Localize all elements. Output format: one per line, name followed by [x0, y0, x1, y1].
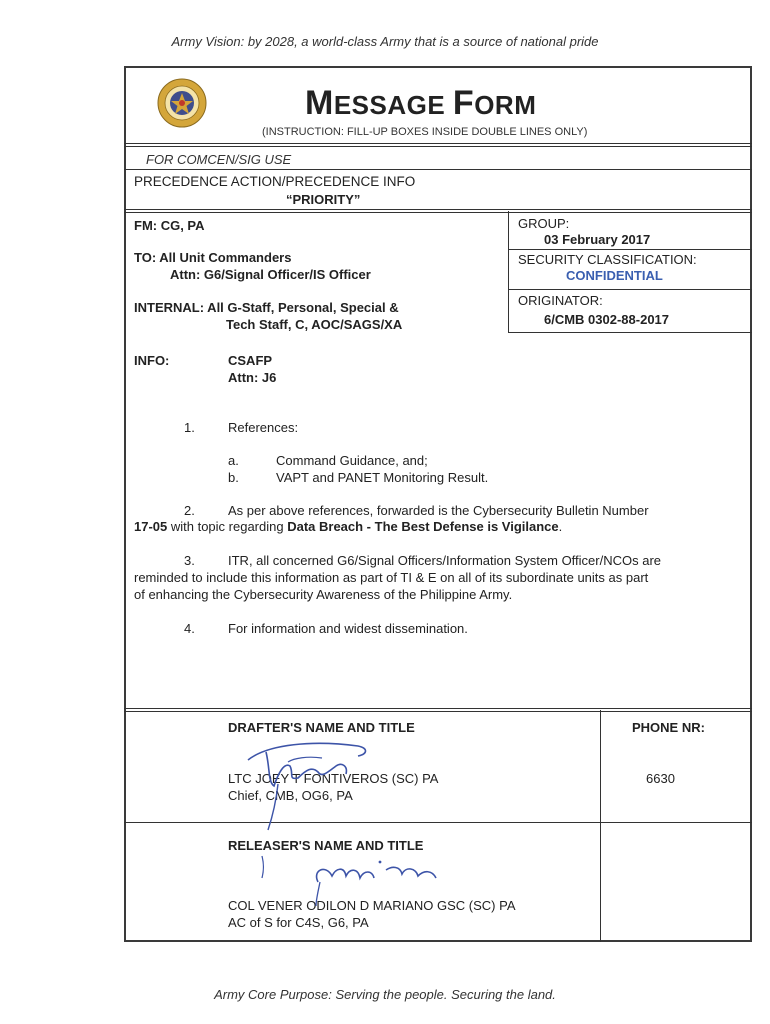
- paragraph-3-number: 3.: [184, 553, 195, 568]
- divider: [508, 289, 752, 290]
- info-value: CSAFP: [228, 353, 273, 368]
- info-label: INFO:: [134, 353, 170, 368]
- paragraph-1-number: 1.: [184, 420, 195, 435]
- reference-b-text: VAPT and PANET Monitoring Result.: [276, 470, 489, 485]
- paragraph-2-number: 2.: [184, 503, 195, 518]
- phone-column-border: [600, 710, 601, 942]
- originator-label: ORIGINATOR:: [518, 293, 603, 308]
- priority-value: “PRIORITY”: [286, 192, 361, 207]
- releaser-name: COL VENER ODILON D MARIANO GSC (SC) PA: [228, 898, 516, 913]
- drafter-title: Chief, CMB, OG6, PA: [228, 788, 353, 803]
- divider: [124, 711, 752, 712]
- paragraph-3-line-2: reminded to include this information as part of TI & E on all of its subordinate units as part: [134, 570, 649, 585]
- to-attn-field: Attn: G6/Signal Officer/IS Officer: [170, 267, 371, 282]
- releaser-title: AC of S for C4S, G6, PA: [228, 915, 369, 930]
- paragraph-4-text: For information and widest dissemination.: [228, 621, 468, 636]
- divider: [508, 249, 752, 250]
- phone-label: PHONE NR:: [632, 720, 705, 735]
- army-core-purpose-footer: Army Core Purpose: Serving the people. Securing the land.: [214, 987, 556, 1002]
- to-field: TO: All Unit Commanders: [134, 250, 292, 265]
- paragraph-4-number: 4.: [184, 621, 195, 636]
- right-panel-border: [508, 211, 509, 333]
- precedence-label: PRECEDENCE ACTION/PRECEDENCE INFO: [134, 174, 416, 189]
- releaser-heading: RELEASER'S NAME AND TITLE: [228, 838, 424, 853]
- divider: [124, 143, 752, 144]
- paragraph-2-line-1: As per above references, forwarded is the Cybersecurity Bulletin Number: [228, 503, 649, 518]
- reference-a-letter: a.: [228, 453, 239, 468]
- paragraph-2-line-2: 17-05 with topic regarding Data Breach - The Best Defense is Vigilance.: [134, 519, 563, 534]
- form-instruction: (INSTRUCTION: FILL-UP BOXES INSIDE DOUBLE LINES ONLY): [262, 126, 588, 138]
- divider: [124, 146, 752, 147]
- drafter-name: LTC JOEY T FONTIVEROS (SC) PA: [228, 771, 439, 786]
- info-attn: Attn: J6: [228, 370, 277, 385]
- reference-a-text: Command Guidance, and;: [276, 453, 428, 468]
- releaser-signature: [256, 848, 456, 908]
- security-classification-label: SECURITY CLASSIFICATION:: [518, 252, 697, 267]
- divider: [124, 212, 752, 213]
- divider: [124, 708, 752, 709]
- phone-value: 6630: [646, 771, 675, 786]
- group-value: 03 February 2017: [544, 232, 651, 247]
- originator-value: 6/CMB 0302-88-2017: [544, 312, 670, 327]
- comcen-label: FOR COMCEN/SIG USE: [146, 152, 292, 167]
- drafter-heading: DRAFTER'S NAME AND TITLE: [228, 720, 415, 735]
- message-form-title: MESSAGE FORM: [305, 84, 537, 122]
- army-vision-header: Army Vision: by 2028, a world-class Army that is a source of national pride: [171, 34, 599, 49]
- internal-field-cont: Tech Staff, C, AOC/SAGS/XA: [226, 317, 403, 332]
- group-label: GROUP:: [518, 216, 570, 231]
- paragraph-3-line-3: of enhancing the Cybersecurity Awareness of the Philippine Army.: [134, 587, 513, 602]
- divider: [124, 169, 752, 170]
- from-field: FM: CG, PA: [134, 218, 205, 233]
- philippine-army-seal-icon: [157, 78, 207, 128]
- paragraph-1-text: References:: [228, 420, 299, 435]
- divider: [124, 209, 752, 210]
- internal-field: INTERNAL: All G-Staff, Personal, Special &: [134, 300, 399, 315]
- reference-b-letter: b.: [228, 470, 239, 485]
- drafter-signature: [218, 722, 388, 832]
- paragraph-3-line-1: ITR, all concerned G6/Signal Officers/Information System Officer/NCOs are: [228, 553, 662, 568]
- divider: [508, 332, 752, 333]
- security-classification-value: CONFIDENTIAL: [566, 268, 663, 283]
